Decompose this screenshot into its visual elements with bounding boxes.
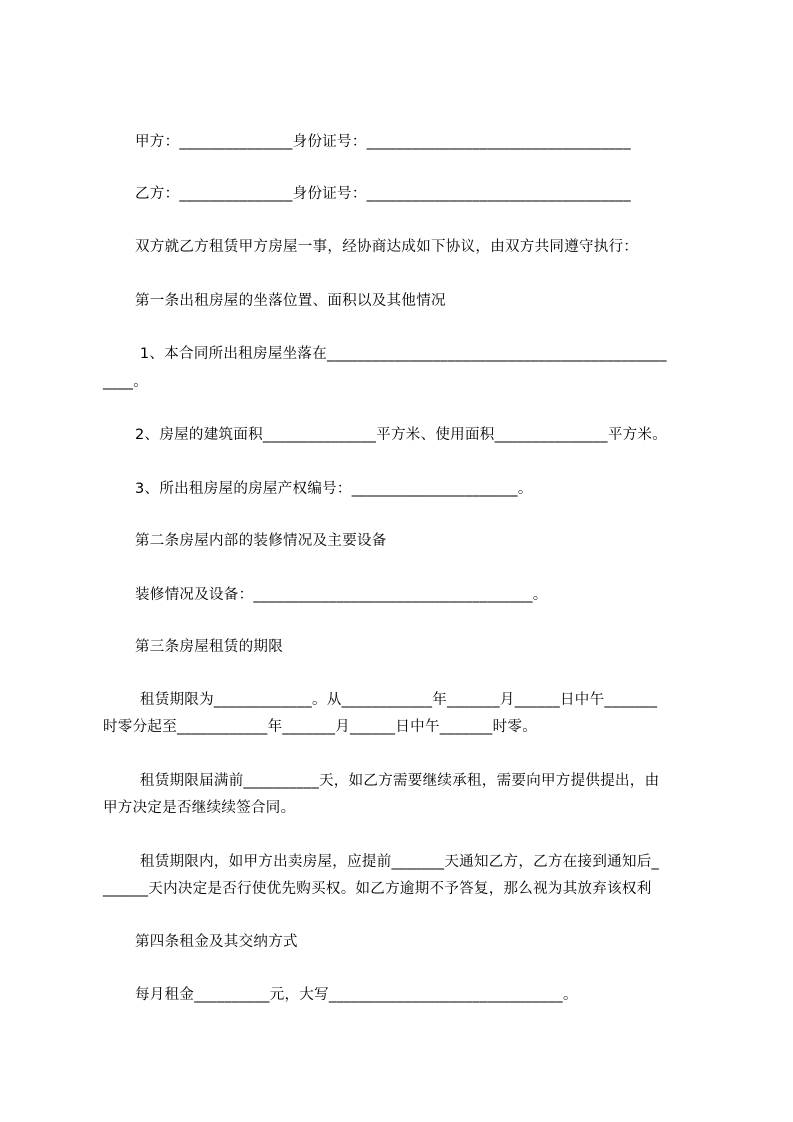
article-3-heading: 第三条房屋租赁的期限 bbox=[135, 639, 283, 655]
clause-1-3: 3、所出租房屋的房屋产权编号：______________________。 bbox=[135, 481, 533, 497]
clause-1-1-continued: ____。 bbox=[103, 374, 148, 390]
decoration-equipment-line: 装修情况及设备：_____________________________________。 bbox=[135, 587, 548, 603]
article-1-heading: 第一条出租房屋的坐落位置、面积以及其他情况 bbox=[135, 293, 446, 309]
monthly-rent-line: 每月租金__________元，大写_______________________________。 bbox=[135, 987, 578, 1003]
preemption-right-line-continued: ______天内决定是否行使优先购买权。如乙方逾期不予答复，那么视为其放弃该权利 bbox=[103, 881, 652, 897]
clause-1-2: 2、房屋的建筑面积_______________平方米、使用面积_______________平方米。 bbox=[135, 427, 668, 443]
article-4-heading: 第四条租金及其交纳方式 bbox=[135, 934, 298, 950]
preemption-right-line: 租赁期限内，如甲方出卖房屋，应提前_______天通知乙方，乙方在接到通知后_ bbox=[135, 854, 660, 870]
lease-renewal-line: 租赁期限届满前__________天，如乙方需要继续承租，需要向甲方提供提出，由 bbox=[135, 773, 660, 789]
agreement-intro: 双方就乙方租赁甲方房屋一事，经协商达成如下协议，由双方共同遵守执行： bbox=[135, 239, 639, 255]
clause-1-1: 1、本合同所出租房屋坐落在_____________________________________________ bbox=[135, 346, 667, 362]
lease-term-line-continued: 时零分起至____________年_______月______日中午_______时零。 bbox=[103, 719, 537, 735]
party-a-line: 甲方：_______________身份证号：___________________________________ bbox=[135, 134, 631, 150]
lease-term-line: 租赁期限为_____________。从____________年_______月______日中午_______ bbox=[135, 692, 658, 708]
article-2-heading: 第二条房屋内部的装修情况及主要设备 bbox=[135, 533, 387, 549]
lease-renewal-line-continued: 甲方决定是否继续续签合同。 bbox=[103, 800, 296, 816]
party-b-line: 乙方：_______________身份证号：___________________________________ bbox=[135, 186, 631, 202]
